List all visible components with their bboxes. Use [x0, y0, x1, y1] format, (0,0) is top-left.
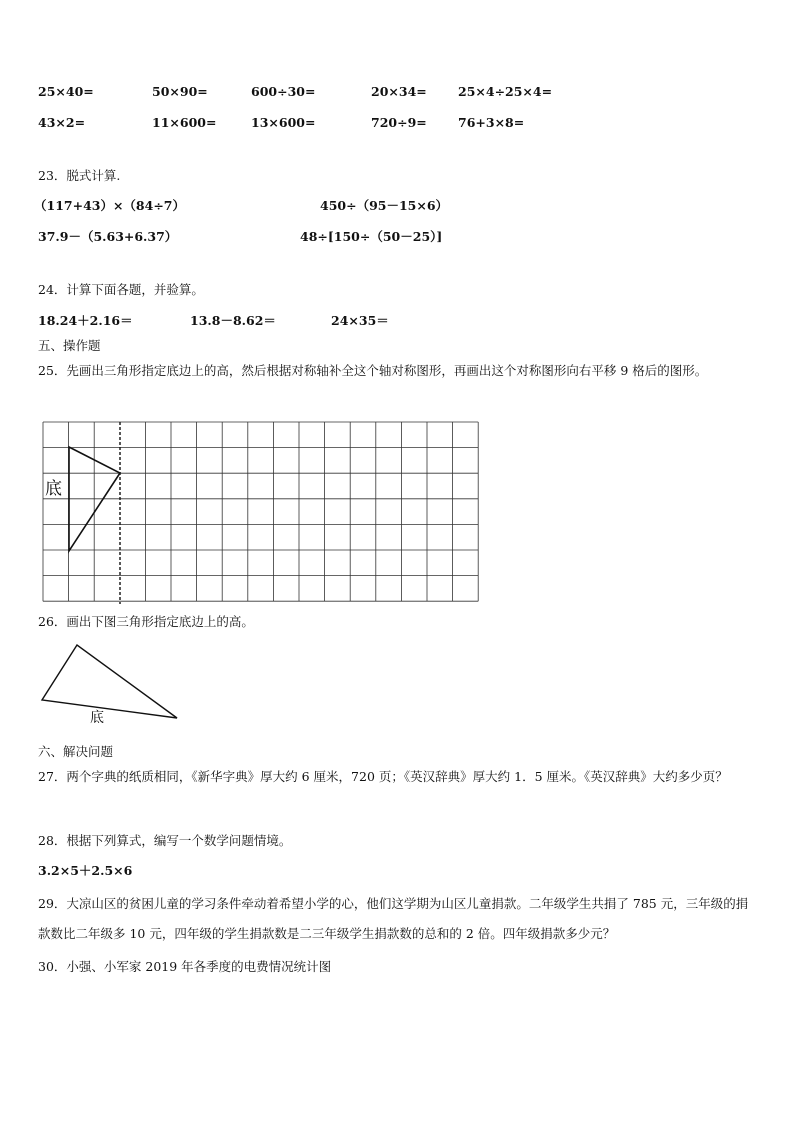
- oral-calc-7: 11×600=: [152, 115, 217, 130]
- q30-text: 30．小强、小军家 2019 年各季度的电费情况统计图: [38, 959, 332, 974]
- oral-calc-1: 25×40=: [38, 84, 94, 99]
- q25-base-label: 底: [45, 479, 62, 499]
- oral-calc-4: 20×34=: [371, 84, 427, 99]
- q25-text: 25．先画出三角形指定底边上的高，然后根据对称轴补全这个轴对称图形，再画出这个对称图形向右平移 9 格后的图形。: [38, 363, 708, 378]
- section-6-heading: 六、解决问题: [38, 744, 114, 759]
- q23-item-2: 450÷（95－15×6）: [320, 198, 449, 213]
- q26-base-label: 底: [90, 710, 104, 726]
- oral-calc-6: 43×2=: [38, 115, 86, 130]
- q23-item-3: 37.9－（5.63+6.37）: [38, 229, 178, 244]
- section-5-heading: 五、操作题: [38, 338, 101, 353]
- q24-item-3: 24×35＝: [331, 313, 389, 328]
- q29-text: 29．大凉山区的贫困儿童的学习条件牵动着希望小学的心，他们这学期为山区儿童捐款。二年级学生共捐了 785 元，三年级的捐款数比二年级多 10 元，四年级的学生捐款数是二三年级学生捐款数的总和的 2 倍。四年级捐款多少元？: [38, 896, 749, 941]
- q23-item-1: （117+43）×（84÷7）: [34, 198, 186, 213]
- oral-calc-8: 13×600=: [251, 115, 316, 130]
- q24-item-1: 18.24＋2.16＝: [38, 313, 133, 328]
- q28-formula: 3.2×5＋2.5×6: [38, 863, 133, 878]
- q28-text: 28．根据下列算式，编写一个数学问题情境。: [38, 833, 292, 848]
- oral-calc-9: 720÷9=: [371, 115, 427, 130]
- oral-calc-2: 50×90=: [152, 84, 208, 99]
- oral-calc-5: 25×4÷25×4=: [458, 84, 553, 99]
- oral-calc-10: 76+3×8=: [458, 115, 525, 130]
- q24-title: 24．计算下面各题，并验算。: [38, 282, 204, 297]
- q24-item-2: 13.8－8.62＝: [190, 313, 276, 328]
- q23-item-4: 48÷[150÷（50－25）]: [300, 229, 443, 244]
- q26-title: 26．画出下图三角形指定底边上的高。: [38, 614, 254, 629]
- oral-calc-3: 600÷30=: [251, 84, 316, 99]
- q26-triangle: [42, 645, 177, 718]
- q27-text: 27．两个字典的纸质相同，《新华字典》厚大约 6 厘米，720 页；《英汉辞典》厚大约 1．5 厘米。《英汉辞典》大约多少页？: [38, 769, 728, 784]
- q23-title: 23．脱式计算.: [38, 168, 121, 183]
